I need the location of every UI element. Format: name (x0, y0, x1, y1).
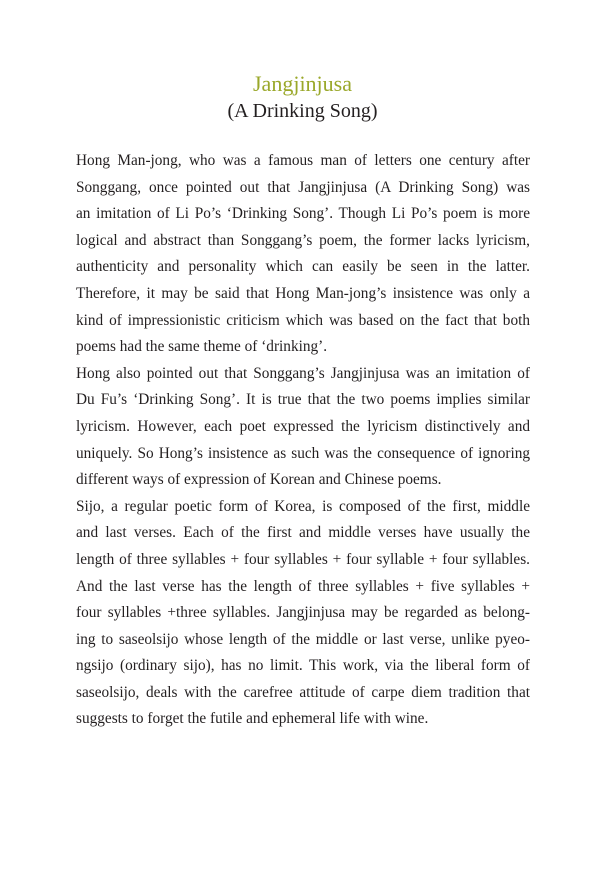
text-line: uniquely. So Hong’s insistence as such was the consequence of ignoring (76, 444, 530, 462)
text-line: saseolsijo, deals with the carefree attitude of carpe diem tradition that (76, 683, 530, 701)
text-line: different ways of expression of Korean and Chinese poems. (76, 471, 442, 489)
text-line: Therefore, it may be said that Hong Man-jong’s insistence was only a (76, 284, 530, 302)
text-line: poems had the same theme of ‘drinking’. (76, 338, 328, 356)
paragraph (76, 494, 530, 733)
text-line: suggests to forget the futile and ephemeral life with wine. (76, 710, 429, 728)
text-line: Hong Man-jong, who was a famous man of letters one century after (76, 152, 530, 169)
paragraph (76, 148, 530, 361)
text-line: Hong also pointed out that Songgang’s Jangjinjusa was an imitation of (76, 364, 530, 382)
text-line: kind of impressionistic criticism which was based on the fact that both (76, 311, 530, 329)
body-text (76, 148, 530, 733)
paragraph (76, 361, 530, 494)
text-line: Songgang, once pointed out that Jangjinjusa (A Drinking Song) was (76, 178, 530, 196)
text-line: lyricism. However, each poet expressed the lyricism distinctively and (76, 417, 530, 435)
text-line: Sijo, a regular poetic form of Korea, is composed of the first, middle (76, 497, 530, 515)
text-line: And the last verse has the length of three syllables + five syllables + (76, 577, 530, 595)
text-line: and last verses. Each of the first and middle verses have usually the (76, 524, 530, 542)
page-subtitle: (A Drinking Song) (227, 100, 378, 122)
text-line: an imitation of Li Po’s ‘Drinking Song’. Though Li Po’s poem is more (76, 205, 530, 223)
text-line: four syllables +three syllables. Jangjinjusa may be regarded as belong- (76, 604, 530, 622)
text-line: authenticity and personality which can easily be seen in the latter. (76, 258, 530, 276)
text-line: ngsijo (ordinary sijo), has no limit. This work, via the liberal form of (76, 657, 530, 675)
page-title: Jangjinjusa (253, 71, 352, 96)
text-line: ing to saseolsijo whose length of the middle or last verse, unlike pyeo- (76, 630, 530, 648)
text-line: logical and abstract than Songgang’s poem, the former lacks lyricism, (76, 231, 530, 249)
text-line: length of three syllables + four syllables + four syllable + four syllables. (76, 550, 530, 568)
text-line: Du Fu’s ‘Drinking Song’. It is true that the two poems implies similar (76, 391, 530, 409)
